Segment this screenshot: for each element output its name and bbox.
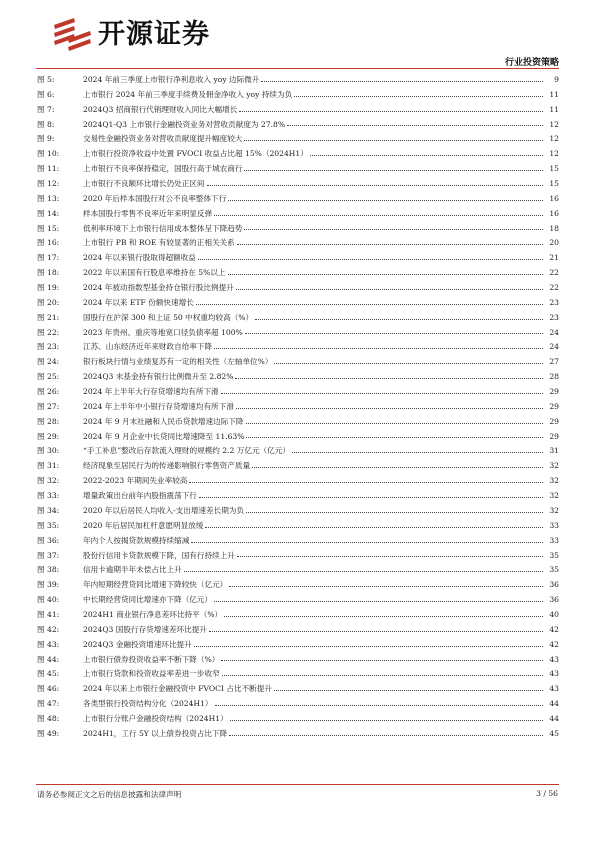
toc-figure-number: 图 12: xyxy=(37,179,60,189)
toc-page-number: 15 xyxy=(549,179,559,189)
toc-leader-dots xyxy=(236,408,543,409)
toc-page-number: 24 xyxy=(549,342,559,352)
toc-figure-number: 图 43: xyxy=(37,639,60,649)
toc-leader-dots xyxy=(274,690,543,691)
toc-page-number: 9 xyxy=(554,75,559,84)
toc-figure-number: 图 41: xyxy=(37,609,60,619)
toc-figure-title: 2024 年上半年中小银行存贷增速均有所下滑 xyxy=(83,401,234,411)
toc-leader-dots xyxy=(261,81,543,82)
toc-page-number: 20 xyxy=(549,238,559,248)
toc-page-number: 22 xyxy=(549,283,559,293)
toc-figure-title: 信用卡逾期半年未偿占比上升 xyxy=(83,565,182,575)
toc-figure-title: 银行板块行情与业绩复苏有一定的相关性（左轴单位%） xyxy=(83,357,273,367)
toc-figure-number: 图 7: xyxy=(37,104,55,114)
toc-entry[interactable] xyxy=(37,489,559,504)
toc-figure-title: 2020 年以后居民人均收入-支出增速差长期为负 xyxy=(83,505,244,515)
footer-disclaimer: 请务必参阅正文之后的信息披露和法律声明 xyxy=(37,790,182,799)
toc-figure-number: 图 36: xyxy=(37,535,60,545)
toc-leader-dots xyxy=(255,319,543,320)
brand-logo-icon xyxy=(50,15,94,55)
toc-figure-number: 图 10: xyxy=(37,149,60,159)
toc-entry[interactable] xyxy=(37,638,559,653)
toc-figure-number: 图 18: xyxy=(37,268,60,278)
toc-figure-title: 2024 年 9 月企业中长贷同比增速降至 11.63% xyxy=(83,431,245,441)
toc-entry[interactable] xyxy=(37,623,559,638)
toc-page-number: 23 xyxy=(549,312,559,322)
toc-figure-number: 图 14: xyxy=(37,208,60,218)
toc-leader-dots xyxy=(236,289,543,290)
toc-leader-dots xyxy=(222,675,543,676)
toc-figure-title: 股份行信用卡贷款规模下降，国有行持续上升 xyxy=(83,550,235,560)
toc-page-number: 21 xyxy=(549,253,559,263)
toc-leader-dots xyxy=(215,705,544,706)
toc-entry[interactable] xyxy=(37,549,559,564)
toc-leader-dots xyxy=(228,274,543,275)
toc-page-number: 12 xyxy=(549,149,559,159)
toc-figure-number: 图 45: xyxy=(37,669,60,679)
toc-figure-title: 2024 年上半年大行存贷增速均有所下滑 xyxy=(83,387,219,397)
toc-figure-number: 图 42: xyxy=(37,624,60,634)
toc-entry[interactable] xyxy=(37,534,559,549)
toc-page-number: 31 xyxy=(549,446,559,456)
toc-page-number: 15 xyxy=(549,164,559,174)
toc-leader-dots xyxy=(229,586,543,587)
toc-leader-dots xyxy=(198,259,543,260)
report-category: 行业投资策略 xyxy=(504,58,559,68)
toc-figure-number: 图 28: xyxy=(37,416,60,426)
toc-figure-title: 年内个人按揭贷款规模持续缩减 xyxy=(83,535,190,545)
toc-page-number: 43 xyxy=(549,654,559,664)
toc-figure-number: 图 29: xyxy=(37,431,60,441)
toc-figure-number: 图 11: xyxy=(37,164,60,174)
toc-figure-number: 图 19: xyxy=(37,283,60,293)
toc-entry[interactable] xyxy=(37,355,559,370)
toc-figure-title: 2024Q3 金融投资增速环比提升 xyxy=(83,639,192,649)
toc-leader-dots xyxy=(235,378,543,379)
toc-page-number: 40 xyxy=(549,609,559,619)
toc-entry[interactable] xyxy=(37,296,559,311)
toc-page-number: 29 xyxy=(549,387,559,397)
toc-leader-dots xyxy=(207,185,544,186)
toc-entry[interactable] xyxy=(37,222,559,237)
toc-figure-title: 增量政策出台前年内股指震荡下行 xyxy=(83,491,197,501)
toc-leader-dots xyxy=(229,735,543,736)
toc-figure-title: 上市银行投资净收益中处置 FVOCI 收益占比超 15%（2024H1） xyxy=(83,149,308,159)
toc-leader-dots xyxy=(221,660,543,661)
toc-leader-dots xyxy=(252,467,543,468)
toc-figure-title: 2024Q3 招商银行代销理财收入同比大幅增长 xyxy=(83,104,238,114)
toc-figure-title: 2022-2023 年期间失业率较高 xyxy=(83,476,188,486)
toc-figure-number: 图 15: xyxy=(37,223,60,233)
brand-name: 开源证券 xyxy=(98,19,210,50)
toc-entry[interactable] xyxy=(37,459,559,474)
toc-leader-dots xyxy=(199,497,543,498)
toc-page-number: 43 xyxy=(549,684,559,694)
toc-figure-title: 上市银行 2024 年前三季度手续费及佣金净收入 yoy 持续为负 xyxy=(83,89,293,99)
toc-entry[interactable] xyxy=(37,266,559,281)
toc-leader-dots xyxy=(237,244,543,245)
toc-figure-title: 2022 年以来国有行股息率维持在 5%以上 xyxy=(83,268,226,278)
toc-entry[interactable] xyxy=(37,132,559,147)
toc-leader-dots xyxy=(246,512,543,513)
toc-entry[interactable] xyxy=(37,444,559,459)
toc-entry[interactable] xyxy=(37,682,559,697)
toc-leader-dots xyxy=(274,363,543,364)
toc-page-number: 16 xyxy=(549,193,559,203)
toc-figure-number: 图 30: xyxy=(37,446,60,456)
toc-figure-number: 图 23: xyxy=(37,342,60,352)
toc-page-number: 29 xyxy=(549,401,559,411)
toc-figure-title: 中长期经营贷同比增速亦下降（亿元） xyxy=(83,595,213,605)
toc-figure-title: 各类型银行投资结构分化（2024H1） xyxy=(83,699,213,709)
toc-entry[interactable] xyxy=(37,118,559,133)
toc-entry[interactable] xyxy=(37,236,559,251)
toc-figure-number: 图 24: xyxy=(37,357,60,367)
toc-leader-dots xyxy=(214,348,543,349)
toc-entry[interactable] xyxy=(37,385,559,400)
toc-figure-title: 低利率环境下上市银行信用成本整体呈下降趋势 xyxy=(83,223,243,233)
toc-page-number: 16 xyxy=(549,208,559,218)
toc-leader-dots xyxy=(245,333,543,334)
toc-leader-dots xyxy=(230,720,543,721)
toc-entry[interactable] xyxy=(37,251,559,266)
toc-entry[interactable] xyxy=(37,400,559,415)
toc-entry[interactable] xyxy=(37,370,559,385)
toc-figure-number: 图 9: xyxy=(37,134,55,144)
toc-figure-title: 2024Q3 国股行存贷增速差环比提升 xyxy=(83,624,207,634)
toc-leader-dots xyxy=(196,304,543,305)
toc-leader-dots xyxy=(294,96,543,97)
toc-figure-title: 年内短期经营贷同比增速下降较快（亿元） xyxy=(83,580,228,590)
toc-page-number: 18 xyxy=(549,223,559,233)
toc-figure-number: 图 40: xyxy=(37,595,60,605)
toc-entry[interactable] xyxy=(37,593,559,608)
toc-figure-title: 2024 年以来银行股取得超额收益 xyxy=(83,253,196,263)
toc-page-number: 28 xyxy=(549,372,559,382)
toc-entry[interactable] xyxy=(37,667,559,682)
toc-figure-number: 图 37: xyxy=(37,550,60,560)
toc-figure-number: 图 22: xyxy=(37,327,60,337)
toc-figure-number: 图 34: xyxy=(37,505,60,515)
toc-entry[interactable] xyxy=(37,103,559,118)
toc-figure-title: 上市银行不良额环比增长仍处正区间 xyxy=(83,179,205,189)
brand-logo xyxy=(50,15,240,55)
toc-page-number: 23 xyxy=(549,297,559,307)
toc-figure-number: 图 44: xyxy=(37,654,60,664)
toc-page-number: 32 xyxy=(549,491,559,501)
toc-page-number: 27 xyxy=(549,357,559,367)
toc-page-number: 43 xyxy=(549,669,559,679)
toc-figure-title: 国股行在沪深 300 和上证 50 中权重均较高（%） xyxy=(83,312,254,322)
toc-figure-title: 2024Q1-Q3 上市银行金融投资业务对营收贡献度为 27.8% xyxy=(83,119,286,129)
toc-figure-title: 江苏、山东经济近年来财政自给率下降 xyxy=(83,342,213,352)
toc-figure-title: 上市银行贷款和投资收益率差进一步收窄 xyxy=(83,669,220,679)
toc-leader-dots xyxy=(205,527,543,528)
page-header xyxy=(0,0,595,72)
toc-page-number: 24 xyxy=(549,327,559,337)
toc-entry[interactable] xyxy=(37,177,559,192)
toc-figure-number: 图 5: xyxy=(37,75,55,84)
toc-leader-dots xyxy=(209,631,543,632)
toc-figure-title: 2024 年以来 ETF 份额快速增长 xyxy=(83,297,194,307)
toc-figure-number: 图 39: xyxy=(37,580,60,590)
toc-entry[interactable] xyxy=(37,192,559,207)
toc-figure-number: 图 16: xyxy=(37,238,60,248)
toc-figure-title: 上市银行不良率保持稳定，国股行高于城农商行 xyxy=(83,164,243,174)
toc-leader-dots xyxy=(292,452,543,453)
toc-entry[interactable] xyxy=(37,727,559,742)
toc-entry[interactable] xyxy=(37,474,559,489)
toc-page-number: 32 xyxy=(549,505,559,515)
toc-leader-dots xyxy=(224,616,543,617)
toc-figure-number: 图 46: xyxy=(37,684,60,694)
toc-figure-number: 图 17: xyxy=(37,253,60,263)
toc-entry[interactable] xyxy=(37,430,559,445)
toc-figure-number: 图 32: xyxy=(37,476,60,486)
toc-leader-dots xyxy=(244,229,543,230)
toc-figure-number: 图 27: xyxy=(37,401,60,411)
toc-figure-number: 图 13: xyxy=(37,193,60,203)
toc-page-number: 32 xyxy=(549,476,559,486)
toc-figure-number: 图 38: xyxy=(37,565,60,575)
toc-entry[interactable] xyxy=(37,162,559,177)
toc-leader-dots xyxy=(310,155,543,156)
toc-figure-title: 上市银行 PB 和 ROE 有较显著的正相关关系 xyxy=(83,238,235,248)
toc-leader-dots xyxy=(184,571,543,572)
toc-figure-number: 图 6: xyxy=(37,89,55,99)
toc-figure-title: 2024 年被动指数型基金持仓银行股比例提升 xyxy=(83,283,234,293)
toc-entry[interactable] xyxy=(37,563,559,578)
toc-page-number: 12 xyxy=(549,134,559,144)
toc-entry[interactable] xyxy=(37,608,559,623)
toc-page-number: 12 xyxy=(549,119,559,129)
toc-entry[interactable] xyxy=(37,147,559,162)
toc-entry[interactable] xyxy=(37,281,559,296)
toc-page-number: 45 xyxy=(549,728,559,738)
toc-leader-dots xyxy=(287,125,543,126)
toc-page-number: 29 xyxy=(549,416,559,426)
toc-page-number: 36 xyxy=(549,595,559,605)
footer-divider xyxy=(36,784,559,785)
page-number: 3 / 56 xyxy=(536,789,558,798)
toc-leader-dots xyxy=(189,482,543,483)
toc-figure-number: 图 33: xyxy=(37,491,60,501)
toc-page-number: 22 xyxy=(549,268,559,278)
toc-entry[interactable] xyxy=(37,578,559,593)
toc-entry[interactable] xyxy=(37,88,559,103)
toc-figure-number: 图 31: xyxy=(37,461,60,471)
toc-figure-number: 图 49: xyxy=(37,728,60,738)
toc-page-number: 35 xyxy=(549,565,559,575)
toc-leader-dots xyxy=(239,111,543,112)
toc-figure-title: “手工补息”整改后存款流入理财的规模约 2.2 万亿元（亿元） xyxy=(83,446,290,456)
toc-page-number: 11 xyxy=(549,104,559,114)
figure-table-of-contents xyxy=(37,73,559,742)
toc-leader-dots xyxy=(244,140,543,141)
toc-leader-dots xyxy=(246,423,544,424)
toc-page-number: 44 xyxy=(549,699,559,709)
toc-figure-title: 样本国股行零售不良率近年来明显反弹 xyxy=(83,208,213,218)
toc-figure-title: 2024H1 商业银行净息差环比持平（%） xyxy=(83,609,223,619)
toc-leader-dots xyxy=(228,200,543,201)
toc-figure-title: 上市银行分账户金融投资结构（2024H1） xyxy=(83,713,228,723)
toc-page-number: 35 xyxy=(549,550,559,560)
toc-figure-title: 2024 年以来上市银行金融投资中 FVOCI 占比不断提升 xyxy=(83,684,272,694)
toc-entry[interactable] xyxy=(37,697,559,712)
toc-figure-title: 2020 年后居民加杠杆意愿明显放缓 xyxy=(83,520,204,530)
toc-figure-number: 图 47: xyxy=(37,699,60,709)
toc-page-number: 42 xyxy=(549,639,559,649)
toc-entry[interactable] xyxy=(37,326,559,341)
toc-entry[interactable] xyxy=(37,504,559,519)
toc-figure-title: 2024Q3 末基金持有银行比例微升至 2.82% xyxy=(83,372,234,382)
toc-figure-number: 图 48: xyxy=(37,713,60,723)
toc-figure-title: 上市银行债券投资收益率不断下降（%） xyxy=(83,654,220,664)
toc-leader-dots xyxy=(214,215,543,216)
toc-entry[interactable] xyxy=(37,712,559,727)
toc-figure-number: 图 21: xyxy=(37,312,60,322)
toc-entry[interactable] xyxy=(37,519,559,534)
header-divider xyxy=(36,68,559,69)
toc-entry[interactable] xyxy=(37,207,559,222)
toc-leader-dots xyxy=(246,437,543,438)
toc-entry[interactable] xyxy=(37,73,559,88)
toc-entry[interactable] xyxy=(37,311,559,326)
toc-page-number: 32 xyxy=(549,461,559,471)
toc-leader-dots xyxy=(191,542,543,543)
toc-entry[interactable] xyxy=(37,653,559,668)
toc-page-number: 33 xyxy=(549,535,559,545)
toc-figure-number: 图 35: xyxy=(37,520,60,530)
toc-entry[interactable] xyxy=(37,340,559,355)
toc-leader-dots xyxy=(237,556,543,557)
toc-page-number: 36 xyxy=(549,580,559,590)
toc-figure-title: 经济现象至居民行为的传递影响银行零售资产质量 xyxy=(83,461,251,471)
toc-figure-number: 图 20: xyxy=(37,297,60,307)
toc-leader-dots xyxy=(244,170,543,171)
toc-page-number: 29 xyxy=(549,431,559,441)
toc-page-number: 33 xyxy=(549,520,559,530)
toc-leader-dots xyxy=(214,601,543,602)
toc-figure-title: 2020 年后样本国股行对公不良率整体下行 xyxy=(83,193,227,203)
toc-leader-dots xyxy=(194,646,543,647)
toc-entry[interactable] xyxy=(37,415,559,430)
toc-figure-title: 2024 年 9 月末社融和人民币贷款增速边际下降 xyxy=(83,416,244,426)
toc-page-number: 42 xyxy=(549,624,559,634)
toc-figure-title: 2024H1，工行 5Y 以上债券投资占比下降 xyxy=(83,728,228,738)
toc-figure-title: 交易性金融投资业务对营收贡献度提升幅度较大 xyxy=(83,134,243,144)
toc-figure-title: 2023 年贵州、重庆等地宽口径负债率超 100% xyxy=(83,327,243,337)
toc-figure-title: 2024 年前三季度上市银行净利息收入 yoy 边际微升 xyxy=(83,75,260,84)
toc-page-number: 44 xyxy=(549,713,559,723)
toc-leader-dots xyxy=(221,393,543,394)
toc-figure-number: 图 8: xyxy=(37,119,55,129)
toc-page-number: 11 xyxy=(549,89,559,99)
toc-figure-number: 图 26: xyxy=(37,387,60,397)
toc-figure-number: 图 25: xyxy=(37,372,60,382)
